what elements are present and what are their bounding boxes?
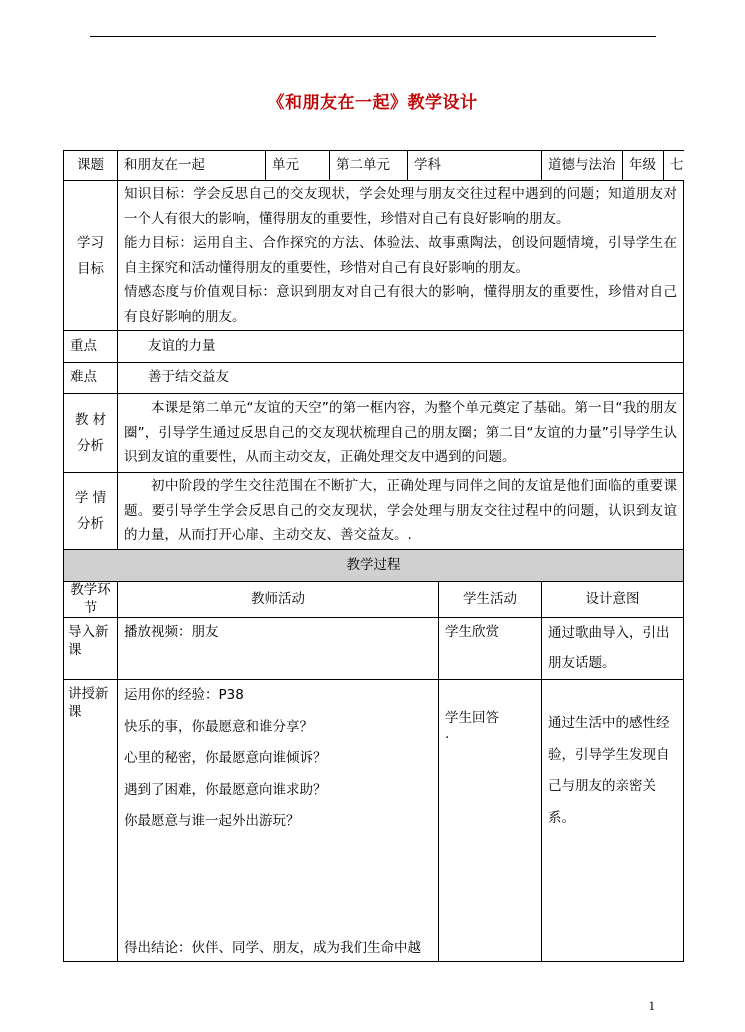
column-teacher: 教师活动 <box>118 582 439 618</box>
grade-label: 年级 <box>629 156 656 173</box>
process-header: 教学过程 <box>64 550 684 582</box>
teacher-line: 遇到了困难，你最愿意向谁求助？ <box>124 781 327 798</box>
info-row <box>64 151 684 181</box>
material-analysis-label: 教 材 分析 <box>64 394 118 473</box>
course-value: 和朋友在一起 <box>118 151 266 181</box>
material-analysis-value: 本课是第二单元“友谊的天空”的第一框内容，为整个单元奠定了基础。第一目“我的朋友圈”，引导学生通过反思自己的交友现状梳理自己的朋友圈；第二目“友谊的力量”引导学生认识到友谊的重要性，从而主动交友，正确处理交友中遇到的问题。 <box>118 394 684 473</box>
key-point-label: 重点 <box>64 331 118 363</box>
intent-cell: 通过生活中的感性经验，引导学生发现自己与朋友的亲密关系。 <box>542 680 684 962</box>
unit-value: 第二单元 <box>330 151 408 181</box>
teacher-line: 快乐的事，你最愿意和谁分享？ <box>124 718 313 735</box>
teacher-line: 心里的秘密，你最愿意向谁倾诉？ <box>124 750 327 767</box>
course-label: 课题 <box>64 151 118 181</box>
material-analysis-row <box>64 394 684 473</box>
ability-objective: 能力目标：运用自主、合作探究的方法、体验法、故事熏陶法，创设问题情境，引导学生在自主探究和活动懂得朋友的重要性，珍惜对自己有良好影响的朋友。 <box>124 235 677 276</box>
process-header-row <box>64 550 684 582</box>
teacher-line: 你最愿意与谁一起外出游玩？ <box>124 813 300 830</box>
student-cell: 学生欣赏 <box>439 618 542 680</box>
page-number: 1 <box>648 998 655 1013</box>
column-intent: 设计意图 <box>542 582 684 618</box>
subject-label: 学科 <box>408 151 542 181</box>
objectives-label: 学习目标 <box>64 181 118 331</box>
column-stage: 教学环节 <box>64 582 118 618</box>
knowledge-objective: 知识目标：学会反思自己的交友现状，学会处理与朋友交往过程中遇到的问题；知道朋友对一个人有很大的影响，懂得朋友的重要性，珍惜对自己有良好影响的朋友。 <box>124 186 677 227</box>
objectives-content <box>118 181 684 331</box>
lesson-plan-table <box>63 150 684 962</box>
teacher-line: 得出结论：伙伴、同学、朋友，成为我们生命中越 <box>124 939 421 956</box>
student-analysis-row <box>64 473 684 550</box>
intent-cell: 通过歌曲导入，引出朋友话题。 <box>542 618 684 680</box>
table-row <box>64 680 684 962</box>
student-cell: 学生回答 . <box>439 680 542 962</box>
stage-cell: 导入新课 <box>64 618 118 680</box>
process-columns-row <box>64 582 684 618</box>
difficulty-label: 难点 <box>64 363 118 394</box>
unit-label: 单元 <box>266 151 330 181</box>
column-student: 学生活动 <box>439 582 542 618</box>
key-point-row <box>64 331 684 363</box>
student-analysis-label: 学 情 分析 <box>64 473 118 550</box>
difficulty-value: 善于结交益友 <box>118 363 684 394</box>
subject-value: 道德与法治 <box>542 151 623 181</box>
teacher-cell: 播放视频：朋友 <box>118 618 439 680</box>
attitude-objective: 情感态度与价值观目标：意识到朋友对自己有很大的影响，懂得朋友的重要性，珍惜对自己有良好影响的朋友。 <box>124 284 677 325</box>
key-point-value: 友谊的力量 <box>118 331 684 363</box>
table-row <box>64 618 684 680</box>
student-analysis-value: 初中阶段的学生交往范围在不断扩大，正确处理与同伴之间的友谊是他们面临的重要课题。要引导学生学会反思自己的交友现状，学会处理与朋友交往过程中的问题，认识到友谊的力量，从而打开心扉、主动交友、善交益友。. <box>118 473 684 550</box>
difficulty-row <box>64 363 684 394</box>
header-rule <box>90 36 656 37</box>
objectives-row <box>64 181 684 331</box>
stage-cell: 讲授新课 <box>64 680 118 962</box>
document-title: 《和朋友在一起》教学设计 <box>267 93 478 113</box>
teacher-cell <box>118 680 439 962</box>
teacher-line: 运用你的经验：P38 <box>124 687 244 704</box>
grade-value: 七 <box>663 151 684 180</box>
